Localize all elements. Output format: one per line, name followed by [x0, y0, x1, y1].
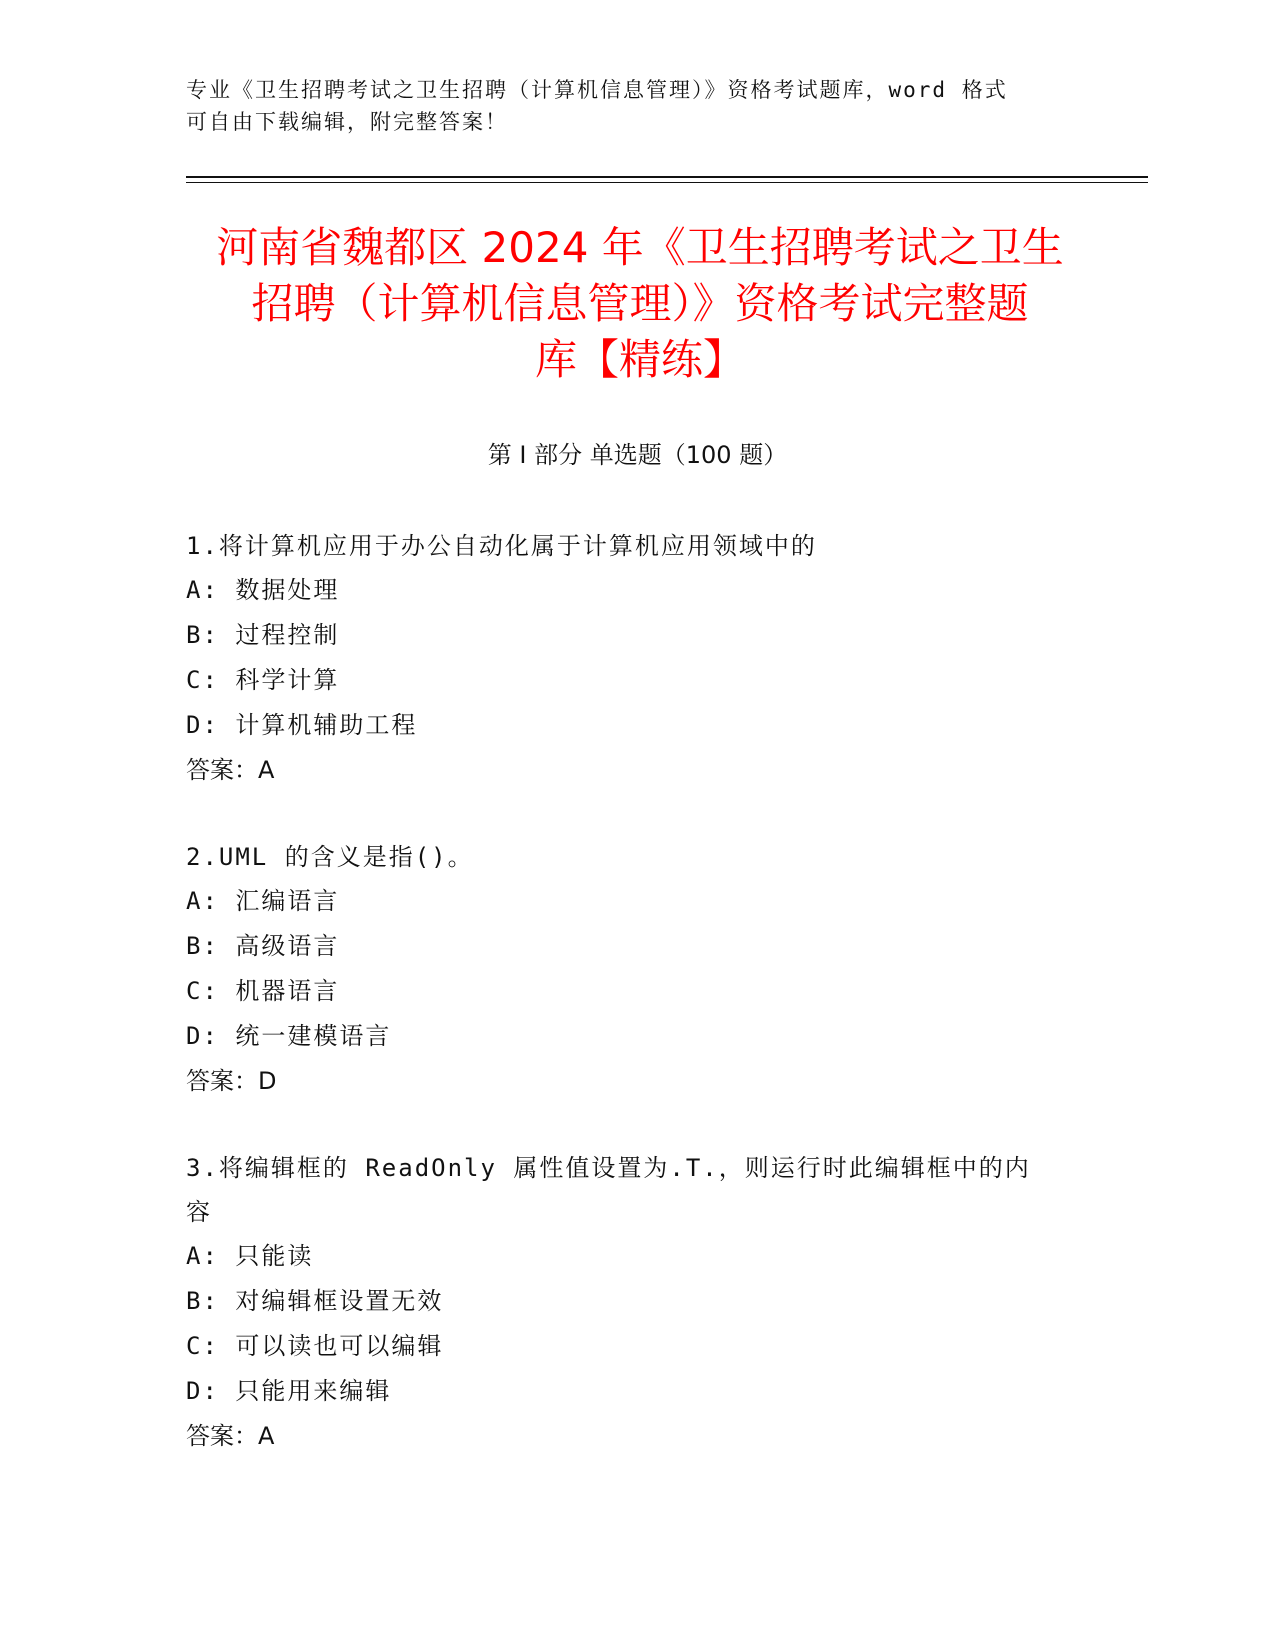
header-note: [186, 74, 1086, 138]
question-stem: 3.将编辑框的 ReadOnly 属性值设置为.T.，则运行时此编辑框中的内: [186, 1154, 1031, 1182]
header-note-line-1: 专业《卫生招聘考试之卫生招聘（计算机信息管理）》资格考试题库，word 格式: [186, 78, 1008, 102]
question-1: [186, 524, 1086, 793]
option-c: C: 科学计算: [186, 666, 340, 694]
question-stem: 1.将计算机应用于办公自动化属于计算机应用领域中的: [186, 532, 817, 560]
question-stem: 2.UML 的含义是指()。: [186, 843, 474, 871]
option-b: B: 对编辑框设置无效: [186, 1287, 444, 1315]
title-line-3: 库【精练】: [534, 335, 745, 384]
question-3: [186, 1146, 1086, 1459]
answer-line: 答案：A: [186, 1422, 275, 1450]
option-a: A: 只能读: [186, 1242, 314, 1270]
header-divider-thick: [186, 176, 1148, 178]
title-line-2: 招聘（计算机信息管理）》资格考试完整题: [251, 279, 1029, 328]
document-title: [180, 220, 1100, 388]
option-a: A: 数据处理: [186, 576, 340, 604]
option-d: D: 计算机辅助工程: [186, 711, 418, 739]
question-list: [186, 524, 1086, 1501]
header-divider-thin: [186, 182, 1148, 183]
title-line-1: 河南省魏都区 2024 年《卫生招聘考试之卫生: [216, 223, 1064, 272]
section-heading: 第 I 部分 单选题（100 题）: [487, 441, 788, 469]
option-b: B: 高级语言: [186, 932, 340, 960]
option-c: C: 机器语言: [186, 977, 340, 1005]
answer-line: 答案：D: [186, 1067, 277, 1095]
header-note-line-2: 可自由下载编辑，附完整答案！: [186, 110, 508, 134]
question-stem-continuation: 容: [186, 1198, 212, 1226]
option-a: A: 汇编语言: [186, 887, 340, 915]
option-d: D: 只能用来编辑: [186, 1377, 392, 1405]
option-b: B: 过程控制: [186, 621, 340, 649]
question-2: [186, 835, 1086, 1104]
answer-line: 答案：A: [186, 756, 275, 784]
option-d: D: 统一建模语言: [186, 1022, 392, 1050]
option-c: C: 可以读也可以编辑: [186, 1332, 444, 1360]
